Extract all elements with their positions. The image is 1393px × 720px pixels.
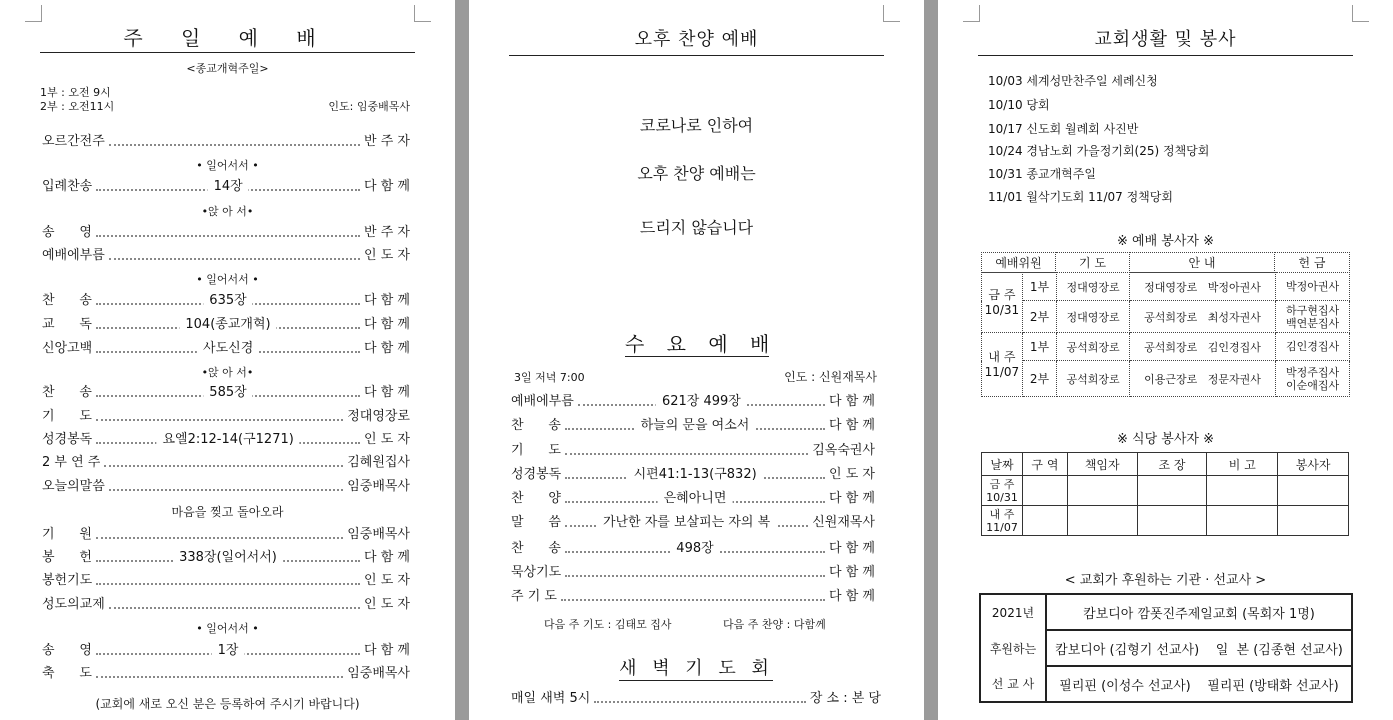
row-detail: 사도신경 <box>197 340 259 358</box>
mission-table <box>979 593 1353 703</box>
wednesday-row <box>511 540 875 558</box>
header-cell: 날짜 <box>982 453 1023 476</box>
kitchen-servers-title: ※ 식당 봉사자 ※ <box>1117 432 1214 447</box>
row-performer: 인 도 자 <box>364 597 410 612</box>
service-row <box>42 572 410 590</box>
dot-leader <box>96 432 360 447</box>
empty-cell <box>1207 506 1278 536</box>
wednesday-row <box>511 490 875 508</box>
row-label: 송 영 <box>42 225 92 240</box>
event-item: 10/17 신도회 월례회 사진반 <box>988 122 1139 136</box>
row-label: 축 도 <box>42 666 92 681</box>
mission-row: 캄보디아 (김형기 선교사) 일 본 (김종현 선교사) <box>1046 630 1352 666</box>
part-cell: 1부 <box>1022 333 1056 361</box>
stand-note: • 일어서서 • <box>196 159 259 172</box>
mission-label: 후원하는 <box>980 630 1046 666</box>
wednesday-row <box>511 417 875 435</box>
header-cell: 책임자 <box>1067 453 1137 476</box>
row-detail: 14장 <box>208 178 249 196</box>
service-row <box>42 478 410 496</box>
row-performer: 다 함 께 <box>829 565 875 580</box>
sit-note: •앉 아 서• <box>201 205 254 218</box>
notice-line: 드리지 않습니다 <box>639 218 754 237</box>
dot-leader <box>96 583 360 585</box>
header-cell: 예배위원 <box>982 253 1056 273</box>
row-detail: 104(종교개혁) <box>179 316 276 334</box>
prayer-cell: 정대영장로 <box>1057 301 1130 333</box>
row-label: 찬 송 <box>511 418 561 433</box>
dot-leader <box>104 465 343 467</box>
mission-row: 필리핀 (이성수 선교사) 필리핀 (방태화 선교사) <box>1046 666 1352 702</box>
offering-cell: 박정주집사 이순애집사 <box>1276 361 1350 397</box>
mission-label: 2021년 <box>980 594 1046 630</box>
service-row <box>42 431 410 449</box>
empty-cell <box>1137 506 1207 536</box>
empty-cell <box>1022 476 1067 506</box>
dawn-label: 매일 새벽 5시 <box>511 691 591 706</box>
dawn-place: 장 소 : 본 당 <box>809 691 881 706</box>
leader: 인도: 임중배목사 <box>328 100 410 113</box>
service-row <box>42 224 410 242</box>
service-time-1: 1부 : 오전 9시 <box>40 86 111 99</box>
prayer-cell: 정대영장로 <box>1057 273 1130 301</box>
header-cell: 안 내 <box>1130 253 1275 273</box>
row-performer: 다 함 께 <box>364 550 410 565</box>
guide-cell: 정대영장로 박정아권사 <box>1130 273 1276 301</box>
row-label: 말 씀 <box>511 515 561 530</box>
wednesday-row <box>511 442 875 460</box>
service-row <box>42 596 410 614</box>
empty-cell <box>1137 476 1207 506</box>
row-performer: 다 함 께 <box>829 394 875 409</box>
row-label: 찬 송 <box>42 293 92 308</box>
dot-leader <box>96 317 360 332</box>
row-label: 찬 송 <box>511 541 561 556</box>
dot-leader <box>96 643 360 658</box>
header-cell: 조 장 <box>1137 453 1207 476</box>
week-cell: 내 주 11/07 <box>982 333 1023 397</box>
page-sunday-worship <box>0 0 455 720</box>
dot-leader <box>565 541 825 556</box>
row-label: 찬 송 <box>42 385 92 400</box>
row-performer: 인 도 자 <box>364 432 410 447</box>
wednesday-time: 3일 저녁 7:00 <box>514 371 585 384</box>
corner-mark <box>1352 5 1369 22</box>
row-label: 기 도 <box>42 409 92 424</box>
row-detail: 585장 <box>203 384 252 402</box>
row-label: 오르간전주 <box>42 134 105 149</box>
next-week-prayer: 다음 주 기도 : 김태모 집사 <box>544 618 672 631</box>
dot-leader <box>594 701 806 703</box>
event-item: 10/24 경남노회 가을정기회(25) 정책당회 <box>988 144 1210 158</box>
row-detail: 621장 499장 <box>656 393 747 411</box>
sermon-title: 마음을 찢고 돌아오라 <box>171 505 284 519</box>
header-cell: 비 고 <box>1207 453 1278 476</box>
row-performer: 다 함 께 <box>364 341 410 356</box>
row-detail: 338장(일어서서) <box>173 549 283 567</box>
event-item: 10/10 당회 <box>988 98 1050 112</box>
row-detail: 635장 <box>203 292 252 310</box>
row-label: 기 원 <box>42 527 92 542</box>
row-label: 교 독 <box>42 317 92 332</box>
dot-leader <box>565 515 808 530</box>
offering-cell: 박정아권사 <box>1276 273 1350 301</box>
service-row <box>42 292 410 310</box>
row-performer: 다 함 께 <box>364 179 410 194</box>
mission-label: 선 교 사 <box>980 666 1046 702</box>
stand-note: • 일어서서 • <box>196 622 259 635</box>
row-performer: 신원재목사 <box>812 515 875 530</box>
wednesday-row <box>511 588 875 606</box>
dot-leader <box>96 235 360 237</box>
dot-leader <box>565 418 825 433</box>
dot-leader <box>109 489 343 491</box>
worship-servers-table <box>981 252 1350 273</box>
corner-mark <box>963 5 980 22</box>
part-cell: 2부 <box>1022 361 1056 397</box>
row-performer: 임중배목사 <box>347 666 410 681</box>
part-cell: 2부 <box>1022 301 1056 333</box>
dot-leader <box>96 341 360 356</box>
dot-leader <box>96 550 360 565</box>
date-cell: 금 주 10/31 <box>982 476 1023 506</box>
row-performer: 다 함 께 <box>364 293 410 308</box>
empty-cell <box>1207 476 1278 506</box>
row-label: 2 부 연 주 <box>42 455 101 470</box>
row-detail: 은혜아니면 <box>658 490 733 508</box>
wednesday-rule <box>625 356 769 357</box>
row-performer: 다 함 께 <box>364 385 410 400</box>
dawn-prayer-row <box>511 690 881 708</box>
row-label: 주 기 도 <box>511 589 557 604</box>
corner-mark <box>25 5 42 22</box>
header-cell: 헌 금 <box>1274 253 1349 273</box>
row-label: 성경봉독 <box>42 432 93 447</box>
dot-leader <box>565 453 808 455</box>
row-performer: 김혜원집사 <box>347 455 410 470</box>
row-label: 묵상기도 <box>511 565 562 580</box>
header-cell: 기 도 <box>1056 253 1130 273</box>
empty-cell <box>1278 506 1349 536</box>
wednesday-row <box>511 564 875 582</box>
dot-leader <box>96 419 343 421</box>
row-detail: 1장 <box>212 642 245 660</box>
event-item: 10/31 종교개혁주일 <box>988 167 1096 181</box>
offering-cell: 김인경집사 <box>1276 333 1350 361</box>
page-title: 주 일 예 배 <box>123 26 332 50</box>
event-item: 11/01 월삭기도회 11/07 정책당회 <box>988 190 1173 204</box>
dot-leader <box>109 144 360 146</box>
row-label: 기 도 <box>511 443 561 458</box>
row-label: 예배에부름 <box>42 248 105 263</box>
guide-cell: 이용근장로 정문자권사 <box>1130 361 1276 397</box>
event-item: 10/03 세계성만찬주일 세례신청 <box>988 74 1158 88</box>
worship-servers-body <box>981 272 1350 397</box>
prayer-cell: 공석희장로 <box>1057 361 1130 397</box>
row-detail: 하늘의 문을 여소서 <box>635 417 756 435</box>
dawn-prayer-title: 새 벽 기 도 회 <box>619 658 774 679</box>
row-performer: 인 도 자 <box>829 467 875 482</box>
row-label: 오늘의말씀 <box>42 479 105 494</box>
dot-leader <box>96 179 360 194</box>
page-afternoon-worship <box>469 0 924 720</box>
week-cell: 금 주 10/31 <box>982 273 1023 333</box>
stand-note: • 일어서서 • <box>196 273 259 286</box>
date-cell: 내 주 11/07 <box>982 506 1023 536</box>
row-performer: 다 함 께 <box>364 317 410 332</box>
guide-cell: 공석희장로 김인경집사 <box>1130 333 1276 361</box>
prayer-cell: 공석희장로 <box>1057 333 1130 361</box>
service-row <box>42 384 410 402</box>
empty-cell <box>1278 476 1349 506</box>
row-performer: 다 함 께 <box>364 643 410 658</box>
row-performer: 반 주 자 <box>364 134 410 149</box>
row-performer: 반 주 자 <box>364 225 410 240</box>
row-detail: 시편41:1-13(구832) <box>628 466 763 484</box>
dot-leader <box>96 676 343 678</box>
row-label: 예배에부름 <box>511 394 574 409</box>
wednesday-row <box>511 514 875 532</box>
row-label: 봉 헌 <box>42 550 92 565</box>
title-rule <box>978 55 1353 56</box>
wednesday-row <box>511 466 875 484</box>
dot-leader <box>96 293 360 308</box>
page-title: 교회생활 및 봉사 <box>1094 29 1237 50</box>
header-cell: 구 역 <box>1022 453 1067 476</box>
service-row <box>42 454 410 472</box>
service-row <box>42 642 410 660</box>
notice-line: 코로나로 인하여 <box>639 116 754 135</box>
guide-cell: 공석희장로 최성자권사 <box>1130 301 1276 333</box>
row-label: 신앙고백 <box>42 341 93 356</box>
dot-leader <box>109 258 360 260</box>
sit-note: •앉 아 서• <box>201 366 254 379</box>
row-label: 찬 양 <box>511 491 561 506</box>
offering-cell: 하구현집사 백연분집사 <box>1276 301 1350 333</box>
row-performer: 인 도 자 <box>364 573 410 588</box>
title-rule <box>40 52 415 53</box>
row-performer: 정대영장로 <box>347 409 410 424</box>
corner-mark <box>414 5 431 22</box>
row-label: 송 영 <box>42 643 92 658</box>
row-label: 성도의교제 <box>42 597 105 612</box>
row-performer: 다 함 께 <box>829 541 875 556</box>
header-cell: 봉사자 <box>1278 453 1349 476</box>
row-detail: 가난한 자를 보살피는 자의 복 <box>597 514 776 532</box>
worship-servers-title: ※ 예배 봉사자 ※ <box>1117 234 1214 249</box>
row-performer: 인 도 자 <box>364 248 410 263</box>
row-performer: 김옥숙권사 <box>812 443 875 458</box>
kitchen-servers-table <box>981 452 1349 536</box>
row-detail: 요엘2:12-14(구1271) <box>156 431 299 449</box>
dot-leader <box>109 607 360 609</box>
service-row <box>42 408 410 426</box>
service-row <box>42 133 410 151</box>
page-church-life <box>938 0 1393 720</box>
subtitle: <종교개혁주일> <box>186 62 269 75</box>
dot-leader <box>96 537 343 539</box>
service-row <box>42 178 410 196</box>
title-rule <box>509 55 884 56</box>
mission-title: < 교회가 후원하는 기관 · 선교사 > <box>1064 573 1267 588</box>
empty-cell <box>1022 506 1067 536</box>
wednesday-leader: 인도 : 신원재목사 <box>784 370 877 384</box>
row-label: 성경봉독 <box>511 467 562 482</box>
service-row <box>42 316 410 334</box>
dot-leader <box>565 467 825 482</box>
wednesday-title: 수 요 예 배 <box>625 332 778 356</box>
empty-cell <box>1067 506 1137 536</box>
service-time-2: 2부 : 오전11시 <box>40 100 115 113</box>
next-week-praise: 다음 주 찬양 : 다함께 <box>723 618 826 631</box>
corner-mark <box>883 5 900 22</box>
registration-note: (교회에 새로 오신 분은 등록하여 주시기 바랍니다) <box>95 697 360 711</box>
empty-cell <box>1067 476 1137 506</box>
service-row <box>42 665 410 683</box>
service-row <box>42 247 410 265</box>
page-title: 오후 찬양 예배 <box>634 29 759 50</box>
row-performer: 다 함 께 <box>829 589 875 604</box>
row-label: 입례찬송 <box>42 179 93 194</box>
row-detail: 498장 <box>670 540 719 558</box>
dot-leader <box>565 491 825 506</box>
dot-leader <box>578 394 825 409</box>
mission-row: 캄보디아 깜폿진주제일교회 (목회자 1명) <box>1046 594 1352 630</box>
dot-leader <box>561 599 825 601</box>
row-performer: 임중배목사 <box>347 479 410 494</box>
service-row <box>42 549 410 567</box>
dawn-rule <box>619 680 773 681</box>
row-label: 봉헌기도 <box>42 573 93 588</box>
notice-line: 오후 찬양 예배는 <box>637 164 756 183</box>
part-cell: 1부 <box>1022 273 1056 301</box>
row-performer: 임중배목사 <box>347 527 410 542</box>
row-performer: 다 함 께 <box>829 491 875 506</box>
wednesday-row <box>511 393 875 411</box>
dot-leader <box>565 575 825 577</box>
service-row <box>42 526 410 544</box>
row-performer: 다 함 께 <box>829 418 875 433</box>
dot-leader <box>96 385 360 400</box>
service-row <box>42 340 410 358</box>
